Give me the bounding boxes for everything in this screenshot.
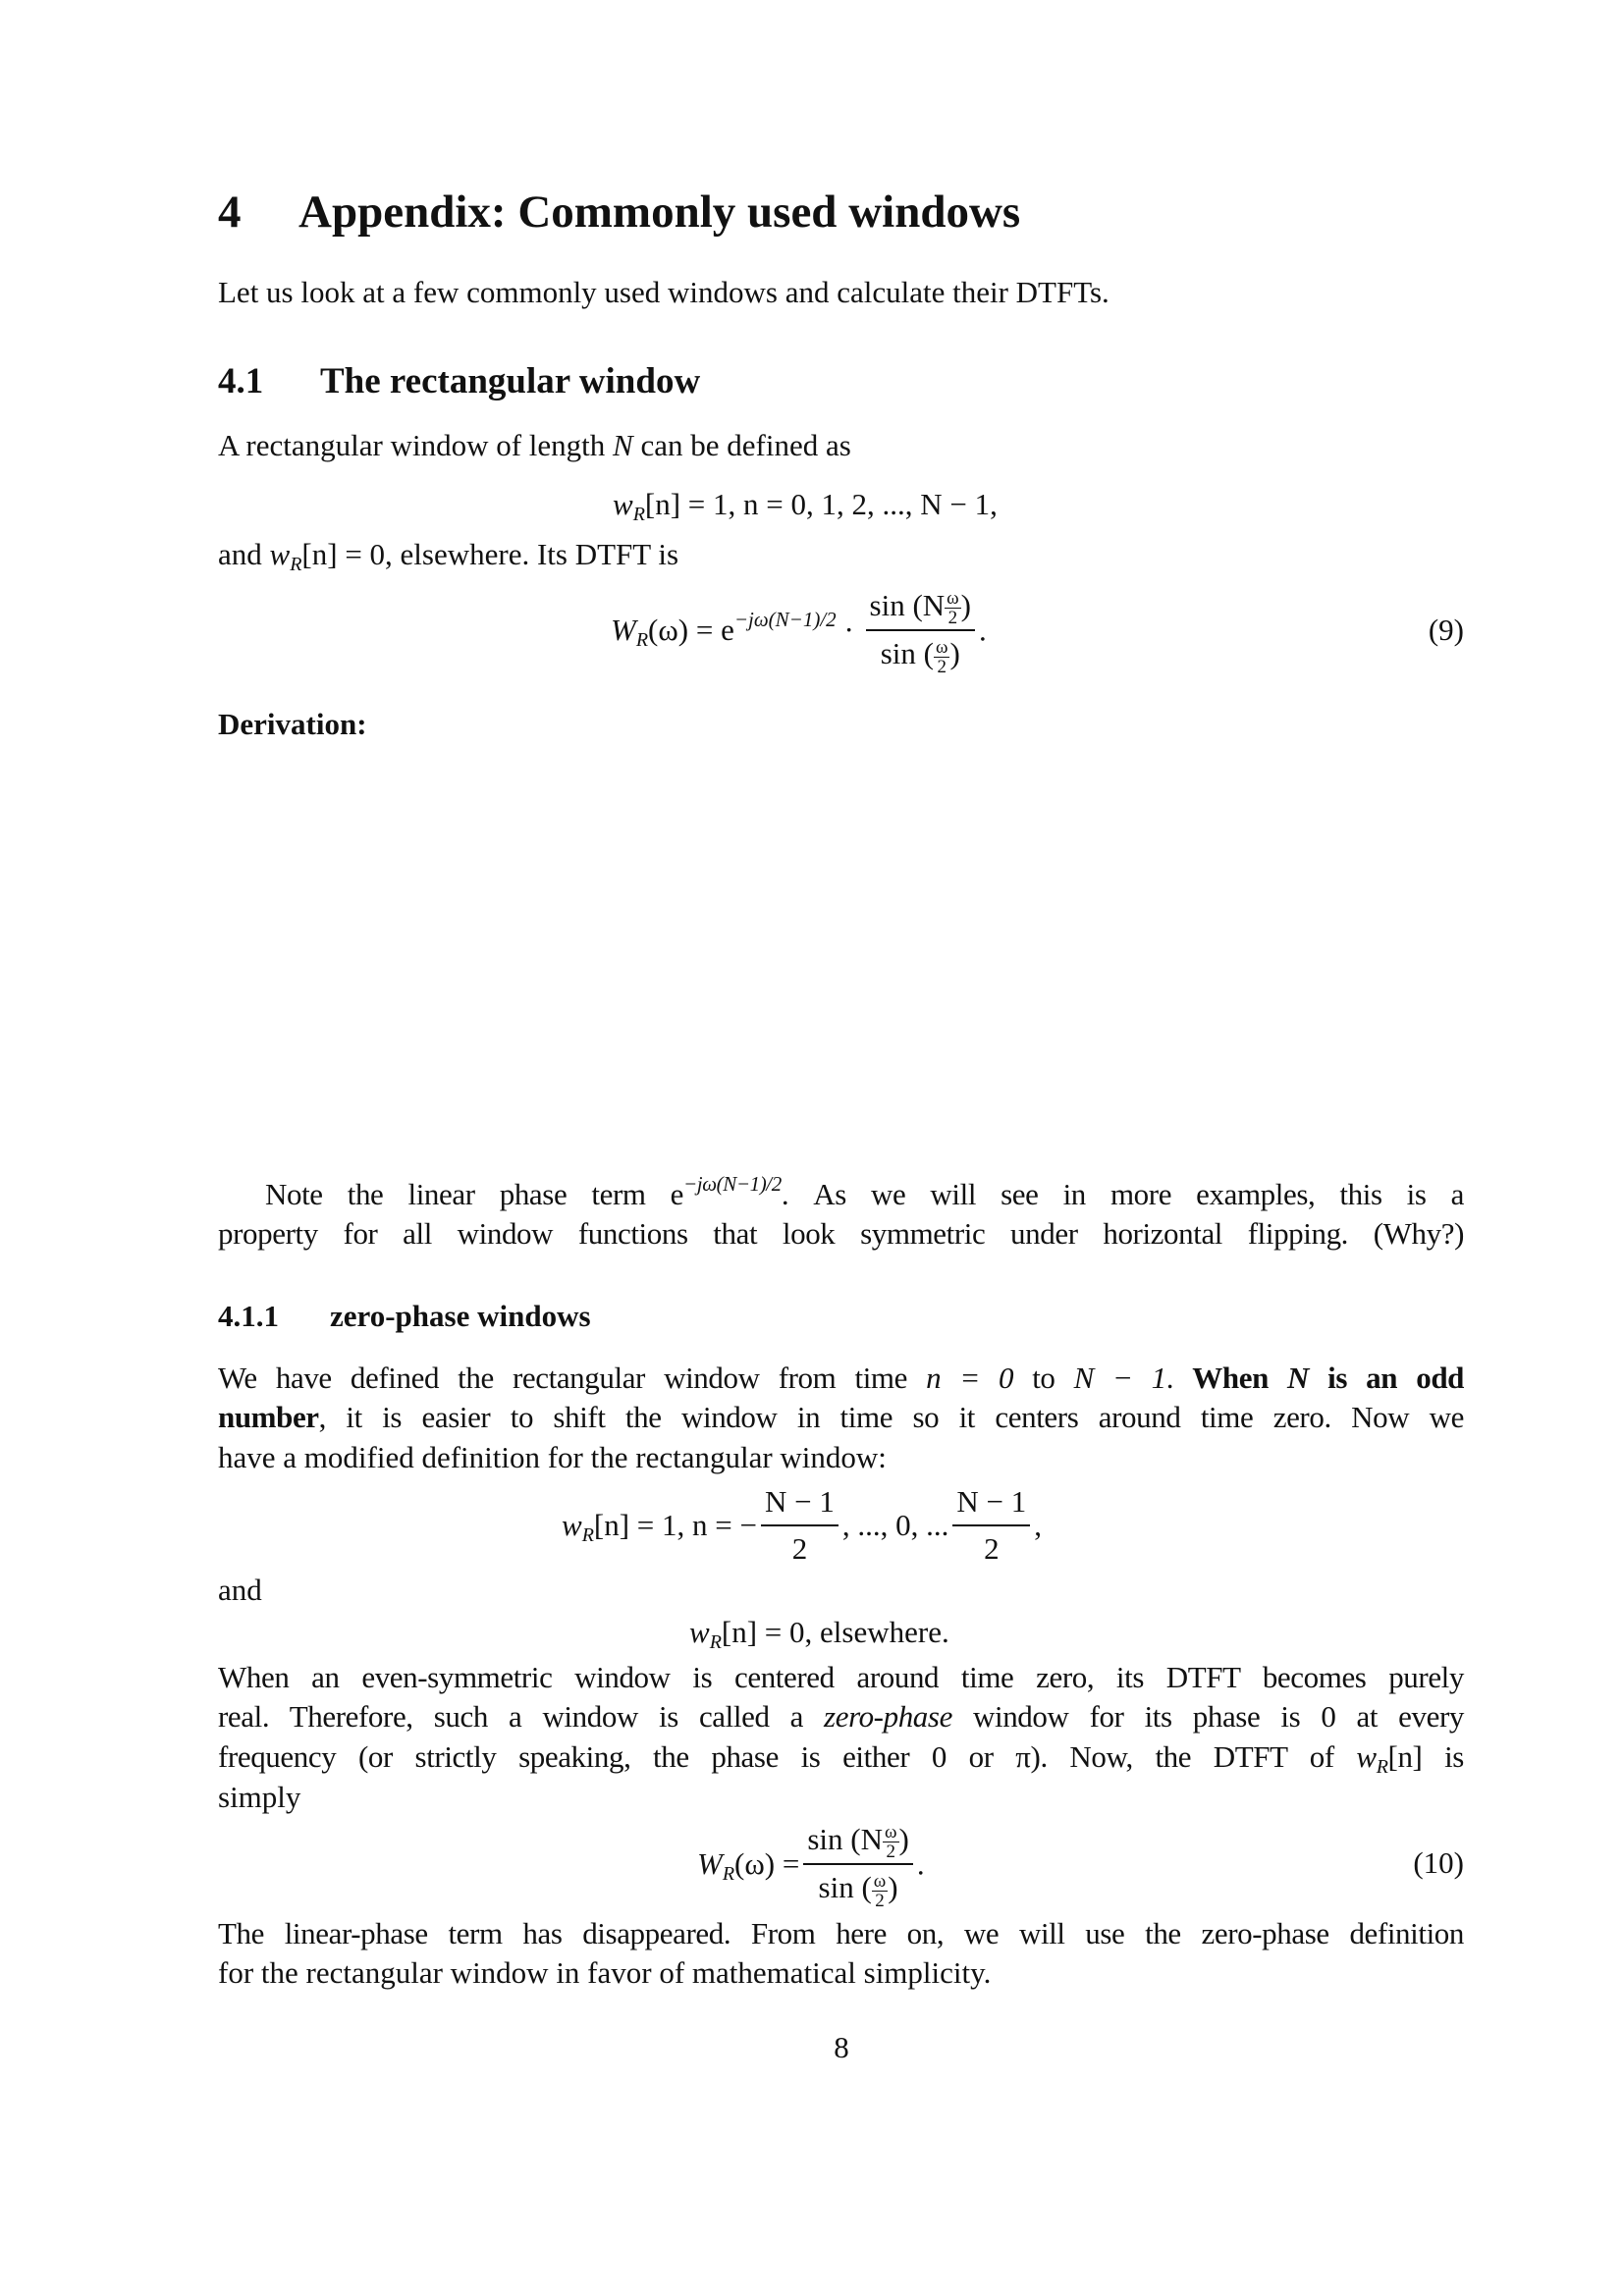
fraction <box>761 1481 839 1570</box>
paragraph-zero-phase-line3: have a modified definition for the rectangular window: <box>218 1440 887 1474</box>
subsection-heading <box>218 362 1464 401</box>
math-text: sin (N <box>807 1822 883 1856</box>
math-text: sin ( <box>880 636 934 671</box>
subsection-title: The rectangular window <box>320 361 701 401</box>
text: , it is easier to shift the window in time so it centers around time zero. Now we <box>318 1400 1464 1434</box>
fraction <box>952 1481 1030 1570</box>
math-text: sin (N <box>869 588 946 622</box>
math-text: ω <box>947 588 959 610</box>
subsubsection-number: 4.1.1 <box>218 1299 279 1333</box>
math-text: ) <box>949 636 960 671</box>
text: [n] is <box>1387 1739 1464 1774</box>
math-text: ) <box>898 1822 909 1856</box>
paragraph-definition <box>218 426 1464 465</box>
math-text: N − 1 <box>952 1481 1030 1526</box>
equation-window-definition <box>613 481 998 525</box>
subsection-number: 4.1 <box>218 361 264 401</box>
paragraph-even-symmetric-line4: simply <box>218 1780 301 1814</box>
paragraph-zero-phase-line2 <box>218 1398 1464 1437</box>
equation-elsewhere <box>689 1610 949 1652</box>
text: and <box>218 537 270 571</box>
intro-paragraph: Let us look at a few commonly used windows and calculate their DTFTs. <box>218 275 1109 309</box>
paragraph-even-symmetric-line2 <box>218 1697 1464 1736</box>
math-text: 2 <box>947 608 958 629</box>
paragraph-zero-phase-line1 <box>218 1359 1464 1398</box>
italic-text: zero-phase <box>824 1699 952 1734</box>
section-title: Appendix: Commonly used windows <box>298 187 1021 238</box>
bold-text: number <box>218 1400 319 1434</box>
math-text: [n] = 0, elsewhere. <box>721 1614 949 1649</box>
derivation-label: Derivation: <box>218 707 367 741</box>
math-sub: R <box>709 1630 722 1653</box>
text: A rectangular window of length <box>218 428 614 462</box>
equation-zero-phase-window <box>562 1481 1042 1570</box>
math-text: ) <box>888 1870 898 1905</box>
math-var: w <box>269 537 291 571</box>
paragraph-conclusion-line2: for the rectangular window in favor of mathematical simplicity. <box>218 1955 992 1990</box>
equation-number-10: (10) <box>1413 1845 1464 1880</box>
text: can be defined as <box>632 428 851 462</box>
paragraph-conclusion-line1: The linear-phase term has disappeared. From here on, we will use the zero-phase definition <box>218 1916 1464 1950</box>
math-text: [n] = 1, n = − <box>593 1508 758 1542</box>
math-text: 2 <box>937 656 947 677</box>
math-var: w <box>689 1614 710 1649</box>
math-text: sin ( <box>818 1870 872 1905</box>
math-sub: R <box>635 629 649 652</box>
math-text: N − 1 <box>761 1481 839 1526</box>
text: . As we will see in more examples, this is a <box>781 1177 1464 1211</box>
section-heading <box>218 187 1464 238</box>
text: . <box>1165 1361 1193 1395</box>
math-text: 2 <box>886 1842 895 1863</box>
math-text: (ω) = <box>734 1846 800 1882</box>
bold-text: When <box>1192 1361 1288 1395</box>
math-var: N <box>613 428 633 462</box>
paragraph-dtft-intro <box>218 535 1464 574</box>
subsubsection-heading <box>218 1297 1464 1336</box>
paragraph-even-symmetric-line1: When an even-symmetric window is centered around time zero, its DTFT becomes purely <box>218 1660 1464 1694</box>
text: window for its phase is 0 at every <box>951 1699 1464 1734</box>
math-sub: R <box>722 1863 735 1886</box>
text: to <box>1013 1361 1074 1395</box>
paragraph-even-symmetric-line3 <box>218 1737 1464 1777</box>
math-text: ) <box>960 588 971 622</box>
equation-10 <box>697 1819 925 1910</box>
math-var: W <box>697 1846 723 1882</box>
text: real. Therefore, such a window is called a <box>218 1699 825 1734</box>
math-var: w <box>613 486 633 521</box>
page-number: 8 <box>834 2030 849 2064</box>
equation-number-9: (9) <box>1428 613 1464 647</box>
bold-text: is an odd <box>1309 1361 1464 1395</box>
math-text: . <box>979 613 987 648</box>
math-sub: R <box>290 554 302 575</box>
text: We have defined the rectangular window from time <box>218 1361 927 1395</box>
note-paragraph-line2: property for all window functions that look symmetric under horizontal flipping. (Why?) <box>218 1216 1464 1251</box>
and-text: and <box>218 1573 262 1607</box>
equation-9 <box>611 585 987 676</box>
text: Note the linear phase term e <box>265 1177 684 1211</box>
math-exponent: −jω(N−1)/2 <box>683 1172 782 1196</box>
math-var: W <box>611 613 636 648</box>
text: [n] = 0, elsewhere. Its DTFT is <box>301 537 679 571</box>
math-text: 2 <box>875 1890 885 1911</box>
math-text: 2 <box>984 1531 1000 1566</box>
math-var: N <box>1287 1361 1310 1395</box>
note-paragraph-line1 <box>218 1172 1464 1214</box>
fraction <box>866 585 975 676</box>
section-number: 4 <box>218 187 242 238</box>
math-text: ω <box>935 636 948 658</box>
math-var: w <box>562 1508 582 1542</box>
math-text: · <box>836 613 862 648</box>
math-text: , ..., 0, ... <box>841 1508 949 1542</box>
math-text: n = 0 <box>926 1361 1014 1395</box>
math-text: N − 1 <box>1073 1361 1166 1395</box>
subsubsection-title: zero-phase windows <box>330 1299 591 1333</box>
math-exponent: −jω(N−1)/2 <box>733 608 837 632</box>
math-sub: R <box>581 1524 594 1546</box>
math-text: [n] = 1, n = 0, 1, 2, ..., N − 1, <box>644 486 998 521</box>
fraction <box>803 1819 912 1910</box>
math-text: . <box>916 1846 925 1882</box>
math-text: , <box>1034 1508 1043 1542</box>
math-text: (ω) = e <box>648 613 734 648</box>
math-var: w <box>1356 1739 1377 1774</box>
math-sub: R <box>632 503 645 525</box>
math-text: ω <box>873 1870 887 1892</box>
math-text: 2 <box>791 1531 808 1566</box>
math-text: ω <box>884 1822 897 1843</box>
text: frequency (or strictly speaking, the phase is either 0 or π). Now, the DTFT of <box>218 1739 1357 1774</box>
math-sub: R <box>1376 1756 1388 1778</box>
